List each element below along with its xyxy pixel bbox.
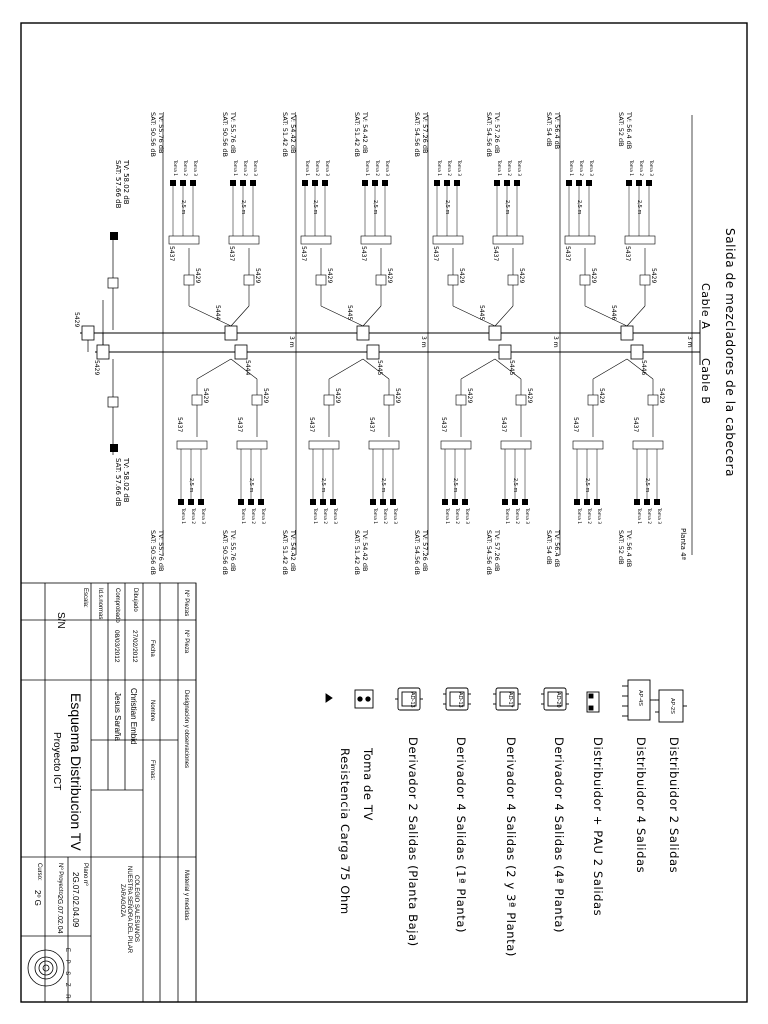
toma-icon (644, 499, 650, 505)
toma-icon (380, 499, 386, 505)
ground-tv-top: TV: 58.02 dB (122, 160, 130, 205)
floor-tv-top-b: TV: 54.42 dB (289, 112, 297, 154)
drop-length: 2,5 m (584, 478, 590, 493)
toma-label: Toma 3 (456, 160, 461, 177)
toma-icon (312, 180, 318, 186)
branch-distributor (177, 441, 207, 449)
toma-label: Toma 1 (444, 508, 449, 525)
branch-distributor-label: 5437 (300, 246, 307, 262)
toma-icon (320, 499, 326, 505)
floor-tv-top: TV: 54.42 dB (361, 112, 369, 154)
drop-length: 2,5 m (576, 200, 582, 215)
branch-derivator-label: 5429 (526, 388, 533, 404)
tb-r-id: Id.s.normas (97, 588, 103, 620)
toma-icon (188, 499, 194, 505)
drop-length: 2,5 m (512, 478, 518, 493)
drop-length: 2,5 m (644, 478, 650, 493)
ground-derivator-label-b: 5429 (93, 360, 100, 376)
toma-icon (310, 499, 316, 505)
branch-distributor-label: 5437 (564, 246, 571, 262)
floor-tv-top: TV: 55.76 dB (229, 112, 237, 154)
toma-label: Toma 2 (242, 160, 247, 177)
toma-label: Toma 3 (324, 160, 329, 177)
branch-distributor (169, 236, 199, 244)
toma-icon (198, 499, 204, 505)
legend-text-8: Toma de TV (361, 748, 375, 821)
toma-label: Toma 3 (392, 508, 397, 525)
floor-tv-top-b: TV: 56.4 dB (553, 112, 561, 150)
toma-icon (230, 180, 236, 186)
toma-label: Toma 1 (180, 508, 185, 525)
floor-tv-bottom-b: TV: 57.26 dB (421, 530, 429, 572)
toma-label: Toma 1 (312, 508, 317, 525)
floor-tv-bottom: TV: 54.42 dB (361, 530, 369, 572)
tb-curso-label: Curso: (36, 863, 42, 881)
ground-floor (82, 232, 118, 455)
branch-derivator-label: 5429 (394, 388, 401, 404)
floor-sat-bottom: SAT: 52 dB (617, 530, 625, 565)
floor-tv-bottom: TV: 56.4 dB (625, 530, 633, 568)
floor-tv-bottom-b: TV: 56.4 dB (553, 530, 561, 568)
floor-tv-bottom: TV: 57.26 dB (493, 530, 501, 572)
tb-date-drawn: 27/02/2012 (131, 630, 138, 663)
floor-derivator-label: 5444 (214, 305, 221, 321)
branch-derivator-label: 5429 (386, 268, 393, 284)
legend-text-3: Distribuidor + PAU 2 Salidas (591, 737, 605, 917)
branch-derivator (192, 395, 202, 405)
tb-school-3: ZARAGOZA (119, 884, 125, 918)
branch-distributor (573, 441, 603, 449)
drop-length: 2,5 m (188, 478, 194, 493)
floor-sat-bottom: SAT: 50.56 dB (221, 530, 229, 575)
floor-sat-bottom-b: SAT: 54.56 dB (413, 530, 421, 575)
toma-icon (646, 180, 652, 186)
toma-icon (504, 180, 510, 186)
tb-h-material: Material y medidas (183, 870, 189, 921)
floor-derivator-b (631, 345, 643, 359)
toma-icon (586, 180, 592, 186)
toma-icon (190, 180, 196, 186)
tb-h-names: Nombre (149, 700, 155, 722)
floor-sat-top-b: SAT: 50.56 dB (149, 112, 157, 157)
toma-icon (574, 499, 580, 505)
branch-derivator-label: 5429 (458, 268, 465, 284)
floor-derivator-label: 5445 (508, 360, 515, 376)
toma-label: Toma 2 (314, 160, 319, 177)
tb-proyecto-value: 2G.07.02.04 (56, 895, 63, 934)
floor-derivator-label: 5444 (244, 360, 251, 376)
tb-r-checked: Comprobado (114, 588, 120, 623)
branch-derivator-label: 5429 (598, 388, 605, 404)
toma-label: Toma 1 (636, 508, 641, 525)
tb-name-checked: Jesus Saraña (113, 692, 122, 741)
branch-distributor (625, 236, 655, 244)
floor-derivator-b (367, 345, 379, 359)
branch-derivator-label: 5429 (650, 268, 657, 284)
toma-icon (514, 180, 520, 186)
toma-label: Toma 2 (322, 508, 327, 525)
toma-icon (302, 180, 308, 186)
legend-code-7: AD-13 (409, 692, 415, 708)
segment-length: 3 m (552, 336, 559, 348)
toma-label: Toma 2 (646, 508, 651, 525)
toma-label: Toma 1 (372, 508, 377, 525)
tb-subtitle: Proyecto ICT (51, 732, 62, 791)
legend-code-1: AP-2S (669, 698, 675, 714)
toma-label: Toma 2 (446, 160, 451, 177)
tb-logo-text: E P S Z R (64, 948, 70, 1002)
toma-icon (372, 180, 378, 186)
tb-h-sign: Firmas: (149, 760, 155, 780)
floor-sat-bottom-b: SAT: 51.42 dB (281, 530, 289, 575)
branch-distributor-label: 5437 (168, 246, 175, 262)
branch-derivator-label: 5429 (194, 268, 201, 284)
branch-derivator (244, 275, 254, 285)
floor-tv-bottom: TV: 55.76 dB (229, 530, 237, 572)
segment-length: 3 m (288, 336, 295, 348)
floor-sat-top: SAT: 50.56 dB (221, 112, 229, 157)
legend-code-2: AP-4S (637, 690, 643, 706)
drop-length: 2,5 m (380, 478, 386, 493)
tb-scale-value: S/N (55, 612, 66, 629)
floor-tv-top: TV: 57.26 dB (493, 112, 501, 154)
toma-label: Toma 3 (384, 160, 389, 177)
ground-derivator-a (82, 326, 94, 340)
toma-label: Toma 2 (514, 508, 519, 525)
tb-school-1: COLEGIO SALESIANOS (133, 875, 139, 943)
title-block (21, 583, 196, 1002)
toma-icon (322, 180, 328, 186)
branch-derivator (448, 275, 458, 285)
floor-derivator-label: 5445 (346, 305, 353, 321)
branch-derivator (508, 275, 518, 285)
toma-label: Toma 2 (638, 160, 643, 177)
toma-icon (258, 499, 264, 505)
toma-label: Toma 2 (250, 508, 255, 525)
toma-icon (462, 499, 468, 505)
branch-distributor (633, 441, 663, 449)
drop-length: 2,5 m (636, 200, 642, 215)
toma-icon (248, 499, 254, 505)
branch-distributor-label: 5437 (492, 246, 499, 262)
floor-sat-bottom: SAT: 54.56 dB (485, 530, 493, 575)
branch-derivator (648, 395, 658, 405)
toma-label: Toma 1 (436, 160, 441, 177)
toma-label: Toma 1 (628, 160, 633, 177)
branch-distributor-label: 5437 (624, 246, 631, 262)
floor-tv-bottom-b: TV: 55.76 dB (157, 530, 165, 572)
toma-label: Toma 1 (496, 160, 501, 177)
floor-derivator-label: 5446 (610, 305, 617, 321)
floor-derivator-label: 5446 (640, 360, 647, 376)
branch-derivator-label: 5429 (658, 388, 665, 404)
toma-label: Toma 3 (648, 160, 653, 177)
drop-length: 2,5 m (312, 200, 318, 215)
branch-derivator-label: 5429 (262, 388, 269, 404)
legend-text-4: Derivador 4 Salidas (4ª Planta) (552, 737, 566, 934)
drop-length: 2,5 m (240, 200, 246, 215)
toma-icon (434, 180, 440, 186)
legend-text-6: Derivador 4 Salidas (1ª Planta) (454, 737, 468, 934)
branch-derivator (640, 275, 650, 285)
floor-name: Planta 4ª (679, 528, 687, 560)
tb-school-2: NUESTRA SEÑORA DEL PILAR (126, 866, 132, 954)
branch-derivator (324, 395, 334, 405)
branch-derivator-label: 5429 (254, 268, 261, 284)
toma-label: Toma 2 (382, 508, 387, 525)
floor-sat-bottom: SAT: 51.42 dB (353, 530, 361, 575)
legend-code-4: AD-20 (555, 692, 561, 708)
toma-icon (594, 499, 600, 505)
toma-icon (576, 180, 582, 186)
floor-sat-top: SAT: 52 dB (617, 112, 625, 147)
legend-text-9: Resistencia Carga 75 Ohm (338, 748, 352, 915)
toma-icon (362, 180, 368, 186)
floor-tv-top-b: TV: 55.76 dB (157, 112, 165, 154)
toma-icon (382, 180, 388, 186)
header-title: Salida de mezcladores de la cabecera (723, 228, 737, 478)
floor-tv-top-b: TV: 57.26 dB (421, 112, 429, 154)
toma-label: Toma 3 (464, 508, 469, 525)
ground-derivator-b (97, 345, 109, 359)
drop-length: 2,5 m (452, 478, 458, 493)
floor-derivator-a (621, 326, 633, 340)
toma-label: Toma 3 (588, 160, 593, 177)
branch-distributor (229, 236, 259, 244)
toma-icon (502, 499, 508, 505)
branch-derivator (376, 275, 386, 285)
toma-icon (330, 499, 336, 505)
branch-derivator-label: 5429 (326, 268, 333, 284)
legend-text-1: Distribuidor 2 Salidas (667, 737, 681, 874)
toma-icon (454, 180, 460, 186)
tb-scale-label: Escala: (82, 588, 88, 608)
branch-distributor (361, 236, 391, 244)
tb-h-desc: Designación y observaciones (183, 690, 189, 769)
toma-label: Toma 1 (304, 160, 309, 177)
tb-plano-label: Plano nº (82, 863, 88, 886)
branch-derivator (184, 275, 194, 285)
toma-label: Toma 1 (232, 160, 237, 177)
branch-derivator-label: 5429 (590, 268, 597, 284)
segment-length: 3 m (686, 336, 693, 348)
floor-tv-top: TV: 56.4 dB (625, 112, 633, 150)
tb-date-checked: 08/03/2012 (113, 630, 120, 663)
branch-derivator (252, 395, 262, 405)
floor-sat-top-b: SAT: 54.56 dB (413, 112, 421, 157)
branch-distributor-label: 5437 (308, 417, 315, 433)
branch-derivator-label: 5429 (518, 268, 525, 284)
tb-r-drawn: Dibujado (132, 588, 138, 612)
branch-derivator-label: 5429 (466, 388, 473, 404)
toma-icon (626, 180, 632, 186)
legend-text-2: Distribuidor 4 Salidas (634, 737, 648, 874)
toma-label: Toma 3 (332, 508, 337, 525)
toma-label: Toma 2 (182, 160, 187, 177)
branch-distributor-label: 5437 (440, 417, 447, 433)
floor-derivator-b (235, 345, 247, 359)
branch-distributor-label: 5437 (368, 417, 375, 433)
branch-distributor (433, 236, 463, 244)
toma-label: Toma 3 (200, 508, 205, 525)
branch-distributor (309, 441, 339, 449)
floor-sat-bottom-b: SAT: 54 dB (545, 530, 553, 565)
floor-sat-bottom-b: SAT: 50.56 dB (149, 530, 157, 575)
branch-distributor (501, 441, 531, 449)
floor-derivator-a (489, 326, 501, 340)
branch-derivator (384, 395, 394, 405)
toma-icon (238, 499, 244, 505)
toma-label: Toma 2 (374, 160, 379, 177)
toma-label: Toma 1 (240, 508, 245, 525)
branch-distributor-label: 5437 (176, 417, 183, 433)
toma-icon (240, 180, 246, 186)
toma-icon (584, 499, 590, 505)
cable-a-label: Cable A (699, 283, 712, 330)
toma-label: Toma 3 (260, 508, 265, 525)
floor-derivator-a (225, 326, 237, 340)
drop-length: 2,5 m (372, 200, 378, 215)
toma-label: Toma 2 (506, 160, 511, 177)
tb-title: Esquema Distribucion TV (68, 693, 84, 851)
legend-code-6: AD-13 (457, 692, 463, 708)
pau-icon (587, 692, 599, 712)
toma-icon (250, 180, 256, 186)
tb-proyecto-label: Nº Proyecto: (57, 863, 63, 897)
toma-icon (180, 180, 186, 186)
toma-label: Toma 2 (454, 508, 459, 525)
toma-icon (178, 499, 184, 505)
toma-icon (370, 499, 376, 505)
floor-sat-top-b: SAT: 51.42 dB (281, 112, 289, 157)
toma-label: Toma 2 (586, 508, 591, 525)
branch-distributor-label: 5437 (632, 417, 639, 433)
toma-label: Toma 1 (172, 160, 177, 177)
toma-icon (442, 499, 448, 505)
toma-icon (170, 180, 176, 186)
ground-sat-top: SAT: 57.66 dB (114, 160, 122, 209)
branch-distributor (565, 236, 595, 244)
toma-label: Toma 3 (656, 508, 661, 525)
toma-icon (390, 499, 396, 505)
branch-distributor-label: 5437 (572, 417, 579, 433)
branch-derivator (580, 275, 590, 285)
branch-distributor-label: 5437 (360, 246, 367, 262)
floor-derivator-a (357, 326, 369, 340)
floor-derivator-label: 5445 (376, 360, 383, 376)
legend-text-5: Derivador 4 Salidas (2 y 3ª Planta) (504, 737, 518, 957)
floor-sat-top-b: SAT: 54 dB (545, 112, 553, 147)
toma-icon (522, 499, 528, 505)
tb-h-date: Fecha (149, 640, 155, 657)
branch-distributor (441, 441, 471, 449)
floor-sat-top: SAT: 51.42 dB (353, 112, 361, 157)
toma-icon (636, 180, 642, 186)
branch-derivator (588, 395, 598, 405)
tv-outlet-icon (355, 690, 373, 708)
floor-sat-top: SAT: 54.56 dB (485, 112, 493, 157)
cable-lines (80, 320, 700, 365)
floor-derivator-b (499, 345, 511, 359)
ground-derivator-label-a: 5429 (73, 312, 80, 328)
drop-length: 2,5 m (504, 200, 510, 215)
toma-label: Toma 1 (504, 508, 509, 525)
drop-length: 2,5 m (248, 478, 254, 493)
branch-derivator (516, 395, 526, 405)
toma-label: Toma 3 (252, 160, 257, 177)
toma-icon (654, 499, 660, 505)
toma-icon (634, 499, 640, 505)
tb-h-piece: Nº Pieza (183, 630, 189, 654)
drop-length: 2,5 m (320, 478, 326, 493)
legend-text-7: Derivador 2 Salidas (Planta Baja) (406, 737, 420, 947)
segment-length: 3 m (420, 336, 427, 348)
branch-distributor (301, 236, 331, 244)
ground-sat-bottom: SAT: 57.66 dB (114, 458, 122, 507)
tb-curso-value: 2º G (33, 890, 42, 906)
cable-b-label: Cable B (699, 358, 712, 405)
toma-label: Toma 1 (576, 508, 581, 525)
ground-tv-bottom: TV: 58.02 dB (122, 458, 130, 503)
branch-derivator (456, 395, 466, 405)
branch-distributor-label: 5437 (500, 417, 507, 433)
floor-derivator-label: 5445 (478, 305, 485, 321)
branch-distributor (237, 441, 267, 449)
toma-label: Toma 2 (578, 160, 583, 177)
toma-label: Toma 3 (596, 508, 601, 525)
toma-label: Toma 3 (524, 508, 529, 525)
toma-icon (494, 180, 500, 186)
toma-icon (512, 499, 518, 505)
branch-derivator (316, 275, 326, 285)
drop-length: 2,5 m (444, 200, 450, 215)
tb-plano-value: 2G.07.02.04.09 (71, 872, 80, 928)
floor-tv-bottom-b: TV: 54.42 dB (289, 530, 297, 572)
toma-icon (566, 180, 572, 186)
toma-label: Toma 3 (516, 160, 521, 177)
load-resistor-icon (326, 694, 332, 702)
branch-derivator-label: 5429 (202, 388, 209, 404)
tb-name-drawn: Christian Embid (129, 688, 138, 745)
branch-distributor (369, 441, 399, 449)
toma-label: Toma 1 (364, 160, 369, 177)
branch-distributor-label: 5437 (236, 417, 243, 433)
legend-code-5: AD-17 (507, 692, 513, 708)
branch-distributor (493, 236, 523, 244)
drop-length: 2,5 m (180, 200, 186, 215)
toma-label: Toma 3 (192, 160, 197, 177)
toma-label: Toma 2 (190, 508, 195, 525)
tb-h-pieces: Nº Piezas (183, 590, 189, 617)
branch-derivator-label: 5429 (334, 388, 341, 404)
branch-distributor-label: 5437 (228, 246, 235, 262)
toma-icon (452, 499, 458, 505)
school-logo (28, 950, 64, 986)
toma-label: Toma 1 (568, 160, 573, 177)
toma-icon (444, 180, 450, 186)
branch-distributor-label: 5437 (432, 246, 439, 262)
